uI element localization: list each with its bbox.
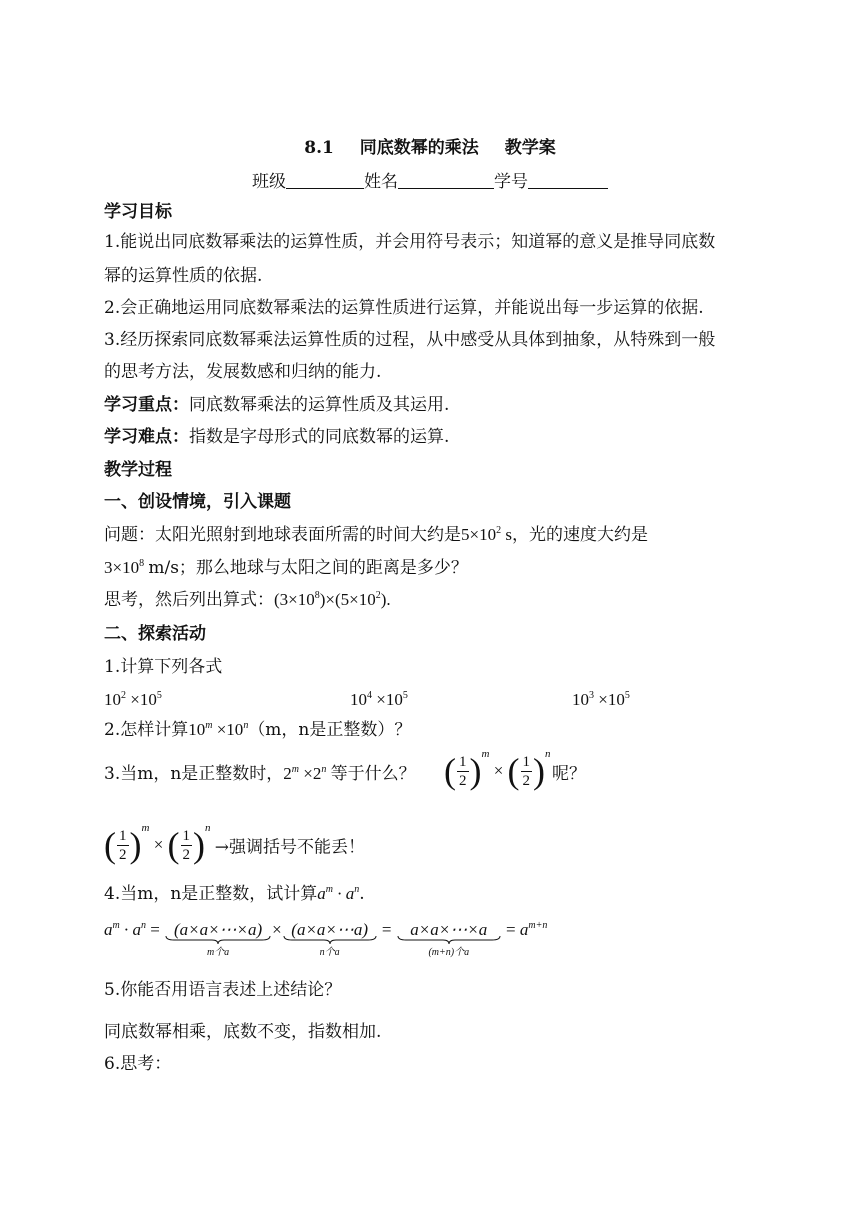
difficulty [104,425,449,449]
expr-b: $10^4 \times 10^5$ [350,690,408,709]
q3-suffix: 呢？ [552,764,586,784]
question-6: 6.思考： [104,1054,172,1074]
question-4: 4.当m，n是正整数，试计算$a^m \cdot a^n$. [104,884,365,904]
q2-suffix: （m，n是正整数）？ [248,720,412,740]
process-heading: 教学过程 [104,460,172,480]
class-label: 班级 [252,172,286,192]
key-point-label: 学习重点： [104,395,189,415]
q4-expression: $a^m \cdot a^n$ [317,884,360,903]
objective-3-line2: 的思考方法，发展数感和归纳的能力. [104,362,382,382]
emphasis-text: →强调括号不能丢！ [214,837,366,858]
key-point [104,393,449,417]
title-suffix: 教学案 [504,138,556,158]
think-expression: $(3\times 10^8)\times(5\times 10^2)$. [274,590,391,609]
class-field[interactable] [286,170,364,189]
question-5: 5.你能否用语言表述上述结论？ [104,980,342,1000]
time-expression: $5\times 10^2$ s [461,525,512,544]
title-number: 8.1 [304,138,334,158]
objective-2: 2.会正确地运用同底数幂乘法的运算性质进行运算，并能说出每一步运算的依据. [104,298,704,318]
speed-expression: $3\times 10^8$ [104,558,145,577]
think-line [104,588,391,612]
q4-text: 4.当m，n是正整数，试计算 [104,884,318,904]
q3-fraction-expression: ( $\frac{1}{2}$ )$^m$ × ( $\frac{1}{2}$ )$^n$ [444,748,551,792]
question-3 [104,762,416,786]
key-point-text: 同底数幂乘法的运算性质及其运用. [189,395,450,415]
difficulty-label: 学习难点： [104,427,189,447]
difficulty-text: 指数是字母形式的同底数幂的运算. [189,427,450,447]
q2-prefix: 2.怎样计算 [104,720,189,740]
q3-prefix: 3.当m，n是正整数时， [104,764,284,784]
brace-label-m: m个a [206,947,230,958]
problem-line2 [104,556,468,580]
expr-a: $10^2 \times 10^5$ [104,690,162,709]
brace-label-mn: (m+n)个a [428,947,470,958]
problem-prefix: 问题：太阳光照射到地球表面所需的时间大约是 [104,525,461,545]
problem-line1 [104,523,648,547]
objectives-heading: 学习目标 [104,202,172,222]
id-label: 学号 [494,172,528,192]
think-prefix: 思考，然后列出算式： [104,590,274,610]
problem-line2-suffix: m/s；那么地球与太阳之间的距离是多少？ [148,558,468,578]
id-field[interactable] [528,170,608,189]
name-field[interactable] [398,170,494,189]
emphasis-expression: ( $\frac{1}{2}$ )$^m$ × ( $\frac{1}{2}$ )$^n$ →强调括号不能丢！ [104,822,366,866]
name-label: 姓名 [364,172,398,192]
section1-heading: 一、创设情境，引入课题 [104,492,291,512]
document-title [0,133,860,158]
q3-expression-1: $2^m \times 2^n$ [283,764,327,783]
question-2 [104,718,411,742]
section2-heading: 二、探索活动 [104,624,206,644]
question-1: 1.计算下列各式 [104,657,223,677]
derivation: $a^m \cdot a^n$ = (a×a×⋯×a) m个a × (a×a×⋯a) n个a = a×a×⋯×a (m+n)个a = $a^{m+n}$ [104,918,547,958]
objective-3-line1: 3.经历探索同底数幂乘法运算性质的过程，从中感受从具体到抽象，从特殊到一般 [104,330,716,350]
brace-label-n: n个a [319,947,340,958]
problem-mid: ，光的速度大约是 [511,525,648,545]
title-text: 同底数幂的乘法 [359,138,479,158]
conclusion: 同底数幂相乘，底数不变，指数相加. [104,1022,382,1042]
objective-1-line2: 幂的运算性质的依据. [104,266,263,286]
q2-expression: $10^m \times 10^n$ [188,720,249,739]
student-info-row [0,167,860,192]
q3-mid: 等于什么？ [330,764,416,784]
expr-c: $10^3 \times 10^5$ [572,690,630,709]
objective-1-line1: 1.能说出同底数幂乘法的运算性质，并会用符号表示；知道幂的意义是推导同底数 [104,232,716,252]
